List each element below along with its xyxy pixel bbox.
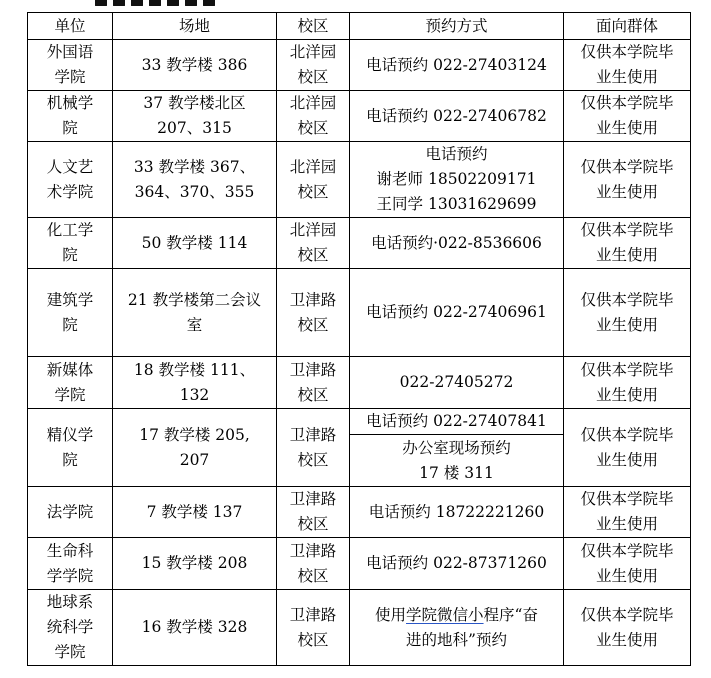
header-group: 面向群体 (564, 13, 691, 40)
table-row (28, 218, 691, 269)
unit-cell: 化工学 院 (28, 218, 113, 269)
method-line-1: 使用学院微信小程序“奋 (375, 605, 538, 624)
method-cell: 电话预约·022-8536606 (350, 218, 564, 269)
venue-cell: 33 教学楼 367、 364、370、355 (113, 142, 277, 218)
table-row (28, 409, 691, 435)
group-cell: 仅供本学院毕 业生使用 (564, 218, 691, 269)
table-row (28, 91, 691, 142)
method-cell: 电话预约 谢老师 18502209171 王同学 13031629699 (350, 142, 564, 218)
venue-cell: 37 教学楼北区 207、315 (113, 91, 277, 142)
unit-cell: 外国语 学院 (28, 40, 113, 91)
method-cell-phone: 电话预约 022-27407841 (350, 409, 564, 435)
wechat-miniprogram-link[interactable]: 学院微信小 (406, 605, 484, 624)
header-campus: 校区 (277, 13, 350, 40)
method-cell: 电话预约 18722221260 (350, 487, 564, 538)
campus-cell: 北洋园 校区 (277, 91, 350, 142)
unit-cell: 人文艺 术学院 (28, 142, 113, 218)
campus-cell: 北洋园 校区 (277, 218, 350, 269)
campus-cell: 北洋园 校区 (277, 40, 350, 91)
campus-cell: 卫津路 校区 (277, 269, 350, 357)
table-header-row (28, 13, 691, 40)
unit-cell: 新媒体 学院 (28, 357, 113, 409)
unit-cell: 机械学 院 (28, 91, 113, 142)
venue-cell: 15 教学楼 208 (113, 538, 277, 590)
venue-cell: 7 教学楼 137 (113, 487, 277, 538)
table-row (28, 40, 691, 91)
method-cell-office: 办公室现场预约 17 楼 311 (350, 435, 564, 487)
method-cell: 电话预约 022-87371260 (350, 538, 564, 590)
venue-cell: 17 教学楼 205, 207 (113, 409, 277, 487)
group-cell: 仅供本学院毕 业生使用 (564, 409, 691, 487)
cropped-title-fragment (95, 0, 395, 6)
method-cell: 电话预约 022-27403124 (350, 40, 564, 91)
unit-cell: 精仪学 院 (28, 409, 113, 487)
group-cell: 仅供本学院毕 业生使用 (564, 487, 691, 538)
table-row (28, 269, 691, 357)
method-cell: 使用学院微信小程序“奋 进的地科”预约 (350, 590, 564, 666)
unit-cell: 建筑学 院 (28, 269, 113, 357)
unit-cell: 法学院 (28, 487, 113, 538)
campus-cell: 北洋园 校区 (277, 142, 350, 218)
unit-cell: 生命科 学学院 (28, 538, 113, 590)
table-row (28, 487, 691, 538)
group-cell: 仅供本学院毕 业生使用 (564, 590, 691, 666)
table-row (28, 357, 691, 409)
group-cell: 仅供本学院毕 业生使用 (564, 357, 691, 409)
venue-cell: 16 教学楼 328 (113, 590, 277, 666)
cropped-footer-fragment (110, 670, 440, 678)
group-cell: 仅供本学院毕 业生使用 (564, 538, 691, 590)
header-unit: 单位 (28, 13, 113, 40)
campus-cell: 卫津路 校区 (277, 487, 350, 538)
venue-cell: 50 教学楼 114 (113, 218, 277, 269)
header-method: 预约方式 (350, 13, 564, 40)
header-venue: 场地 (113, 13, 277, 40)
group-cell: 仅供本学院毕 业生使用 (564, 40, 691, 91)
group-cell: 仅供本学院毕 业生使用 (564, 269, 691, 357)
group-cell: 仅供本学院毕 业生使用 (564, 142, 691, 218)
group-cell: 仅供本学院毕 业生使用 (564, 91, 691, 142)
table-row (28, 590, 691, 666)
venue-booking-table (27, 12, 691, 666)
unit-cell: 地球系 统科学 学院 (28, 590, 113, 666)
campus-cell: 卫津路 校区 (277, 409, 350, 487)
campus-cell: 卫津路 校区 (277, 538, 350, 590)
table-row (28, 538, 691, 590)
method-cell: 电话预约 022-27406961 (350, 269, 564, 357)
campus-cell: 卫津路 校区 (277, 590, 350, 666)
venue-cell: 21 教学楼第二会议 室 (113, 269, 277, 357)
method-cell: 电话预约 022-27406782 (350, 91, 564, 142)
method-cell: 022-27405272 (350, 357, 564, 409)
table-row (28, 142, 691, 218)
venue-cell: 18 教学楼 111、 132 (113, 357, 277, 409)
venue-cell: 33 教学楼 386 (113, 40, 277, 91)
campus-cell: 卫津路 校区 (277, 357, 350, 409)
